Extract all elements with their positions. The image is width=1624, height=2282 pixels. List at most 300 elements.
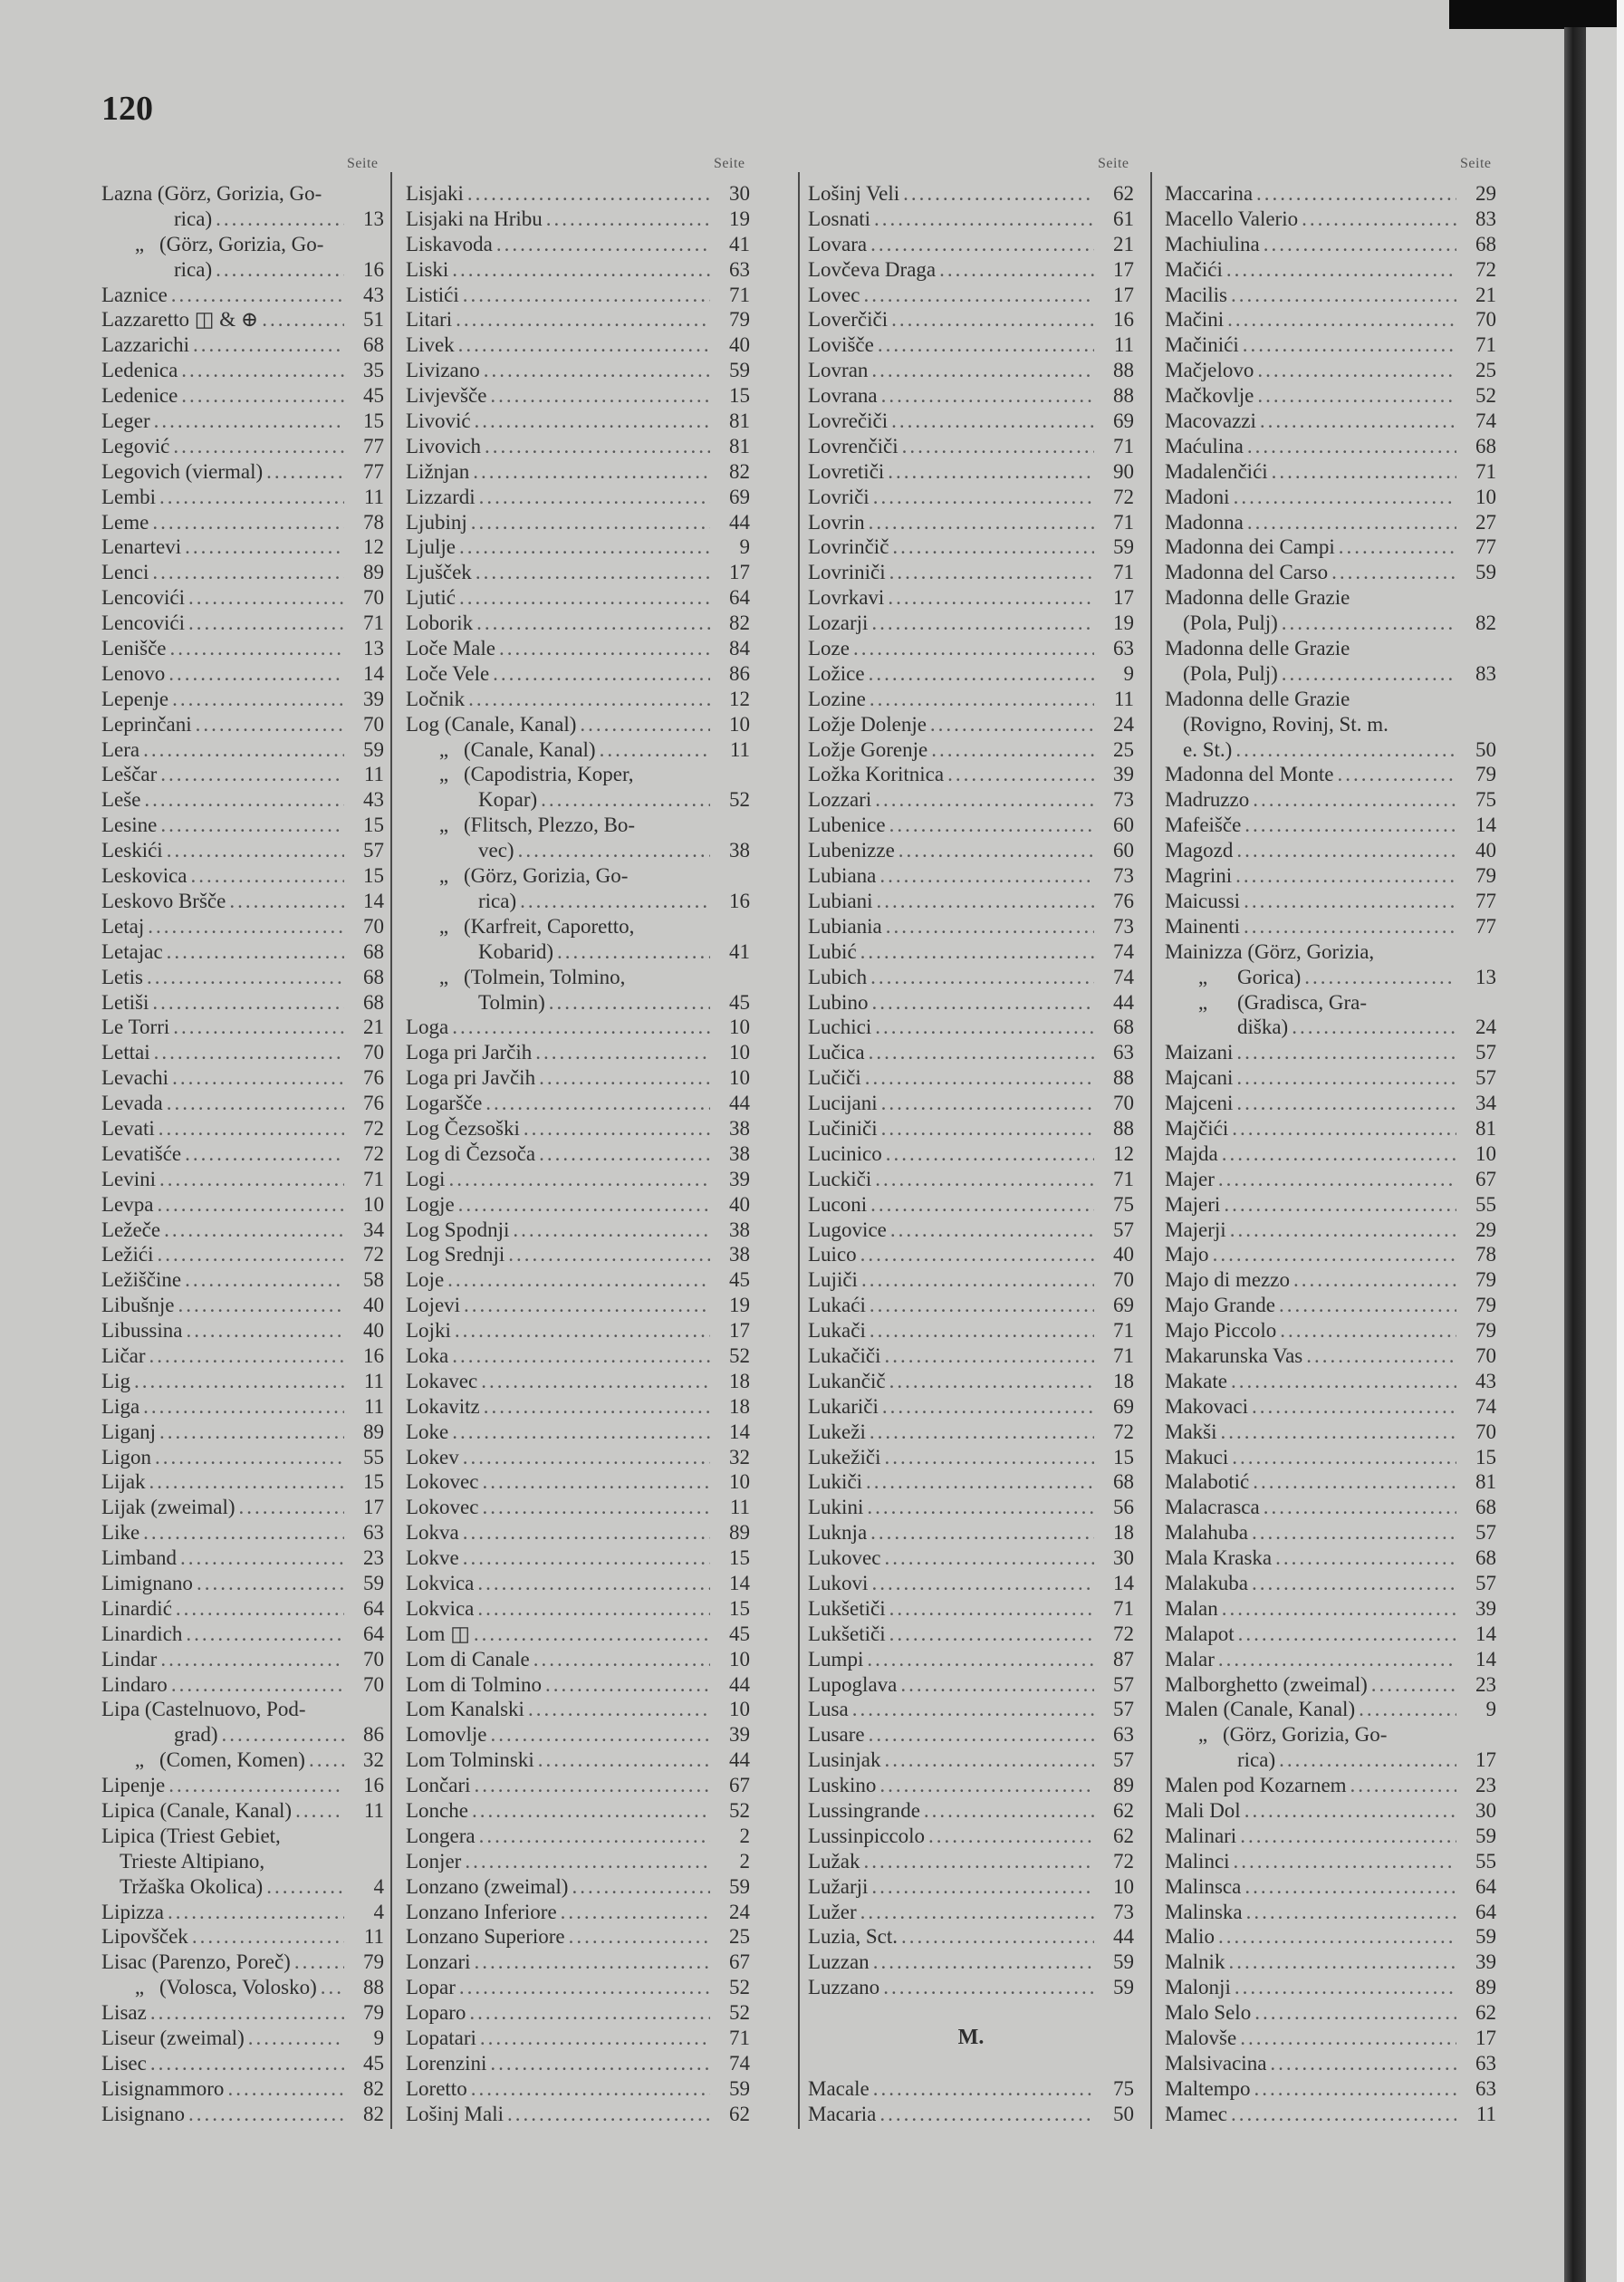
- index-entry: [808, 1495, 1134, 1520]
- entry-name: Log Spodnji: [406, 1218, 510, 1241]
- entry-page-number: 15: [729, 1596, 750, 1620]
- entry-name: Loče Vele: [406, 661, 490, 685]
- index-entry: [808, 560, 1134, 585]
- dot-leader: [467, 181, 710, 207]
- entry-page-number: 11: [729, 1496, 750, 1519]
- ditto-mark: „: [1197, 965, 1208, 988]
- entry-name: Lokvica: [406, 1571, 475, 1594]
- dot-leader: [1213, 1242, 1456, 1267]
- entry-name: Malabotić: [1165, 1470, 1250, 1494]
- entry-name: Loče Male: [406, 637, 495, 660]
- entry-name: Ližnjan: [406, 459, 470, 483]
- entry-page-number: 59: [1113, 1950, 1134, 1974]
- dot-leader: [1339, 534, 1456, 560]
- dot-leader: [1246, 1900, 1456, 1925]
- entry-name: Lovčeva Draga: [808, 257, 937, 281]
- entry-name: Lom Tolminski: [406, 1748, 534, 1772]
- index-entry: [101, 1672, 384, 1698]
- dot-leader: [879, 2102, 1094, 2127]
- dot-leader: [197, 1571, 344, 1596]
- entry-page-number: 30: [1113, 1546, 1134, 1570]
- dot-leader: [1218, 1167, 1456, 1192]
- entry-name: Lovran: [808, 359, 869, 382]
- entry-name: Lettai: [101, 1041, 150, 1064]
- index-entry: [406, 1722, 750, 1748]
- entry-name: Log (Canale, Kanal): [406, 712, 577, 736]
- entry-name: Lokovec: [406, 1496, 479, 1519]
- entry-name: Lovara: [808, 232, 868, 255]
- entry-page-number: 15: [729, 384, 750, 408]
- entry-page-number: 4: [373, 1874, 384, 1898]
- index-entry: [406, 687, 750, 712]
- index-entry: [406, 585, 750, 611]
- entry-name: Lozarji: [808, 611, 869, 635]
- dot-leader: [888, 459, 1094, 485]
- dot-leader: [160, 813, 344, 838]
- dot-leader: [465, 1849, 710, 1874]
- entry-name: Lipenje: [101, 1774, 166, 1797]
- index-column-1: [101, 181, 384, 2127]
- entry-name: Macaria: [808, 2102, 877, 2125]
- entry-name: Majcani: [1165, 1066, 1234, 1090]
- index-entry: [101, 1192, 384, 1218]
- entry-page-number: 17: [1113, 586, 1134, 610]
- entry-page-number: 63: [1113, 1723, 1134, 1747]
- entry-page-number: 32: [729, 1445, 750, 1468]
- entry-name: Lipica (Triest Gebiet,: [101, 1824, 281, 1847]
- entry-page-number: 76: [363, 1066, 384, 1090]
- entry-name: Lijak (zweimal): [101, 1496, 235, 1519]
- entry-name: Levpa: [101, 1192, 154, 1216]
- entry-name: Makarunska Vas: [1165, 1343, 1303, 1367]
- entry-name: (Tolmein, Tolmino,: [464, 965, 626, 988]
- entry-page-number: 71: [363, 611, 384, 635]
- dot-leader: [266, 1874, 344, 1900]
- entry-name: Madonna del Monte: [1165, 763, 1334, 786]
- entry-name: Loze: [808, 637, 850, 660]
- index-entry: [101, 1647, 384, 1672]
- entry-page-number: 9: [739, 535, 750, 559]
- entry-name: Letis: [101, 965, 143, 988]
- dot-leader: [931, 737, 1094, 763]
- dot-leader: [533, 1647, 710, 1672]
- entry-name: Litari: [406, 308, 453, 332]
- entry-name: Lubenizze: [808, 839, 895, 862]
- entry-page-number: 57: [1113, 1672, 1134, 1696]
- entry-page-number: 71: [1113, 434, 1134, 457]
- index-entry: [406, 1218, 750, 1243]
- entry-name: Lusinjak: [808, 1748, 881, 1772]
- dot-leader: [928, 1824, 1094, 1849]
- entry-name: Lencovići: [101, 611, 185, 635]
- dot-leader: [572, 1874, 710, 1900]
- seite-header-col4: Seite: [1460, 156, 1492, 171]
- seite-header-col3: Seite: [1098, 156, 1129, 171]
- dot-leader: [157, 1192, 344, 1218]
- index-entry: [406, 1242, 750, 1267]
- entry-page-number: 44: [1113, 1925, 1134, 1949]
- entry-name: grad): [174, 1723, 218, 1747]
- index-entry: [101, 914, 384, 939]
- entry-page-number: 43: [1475, 1369, 1496, 1392]
- index-entry: [1165, 1571, 1496, 1596]
- entry-name: Loverčiči: [808, 308, 889, 332]
- index-entry: [808, 383, 1134, 409]
- entry-page-number: 55: [363, 1445, 384, 1468]
- dot-leader: [167, 1091, 344, 1116]
- dot-leader: [545, 1672, 710, 1698]
- index-entry: [101, 307, 384, 332]
- entry-name: Levini: [101, 1167, 157, 1190]
- entry-name: rica): [174, 257, 213, 281]
- entry-name: Majeri: [1165, 1192, 1221, 1216]
- entry-page-number: 13: [363, 207, 384, 230]
- dot-leader: [1306, 1343, 1456, 1369]
- entry-page-number: 34: [363, 1218, 384, 1241]
- entry-page-number: 59: [363, 737, 384, 761]
- entry-page-number: 67: [729, 1950, 750, 1974]
- entry-page-number: 57: [1475, 1571, 1496, 1594]
- index-entry: [101, 1420, 384, 1445]
- entry-page-number: 68: [1113, 1016, 1134, 1039]
- dot-leader: [1302, 207, 1456, 232]
- dot-leader: [852, 1697, 1094, 1722]
- entry-page-number: 11: [363, 1369, 384, 1392]
- dot-leader: [863, 283, 1094, 308]
- entry-name: Lisec: [101, 2051, 147, 2075]
- entry-name: Madoni: [1165, 485, 1230, 508]
- entry-name: Madonna del Carso: [1165, 561, 1329, 584]
- dot-leader: [535, 1040, 710, 1065]
- entry-page-number: 10: [363, 1192, 384, 1216]
- entry-name: Majo: [1165, 1243, 1209, 1266]
- dot-leader: [580, 712, 710, 737]
- dot-leader: [1232, 1445, 1456, 1470]
- entry-page-number: 23: [1475, 1672, 1496, 1696]
- dot-leader: [168, 1900, 344, 1925]
- entry-page-number: 30: [1475, 1799, 1496, 1822]
- index-entry: [406, 838, 750, 863]
- entry-page-number: 77: [1475, 914, 1496, 938]
- index-entry: [406, 1469, 750, 1495]
- entry-name: Ljutić: [406, 586, 456, 610]
- dot-leader: [484, 1394, 710, 1420]
- entry-page-number: 81: [1475, 1116, 1496, 1140]
- dot-leader: [871, 358, 1094, 383]
- entry-page-number: 13: [363, 637, 384, 660]
- dot-leader: [866, 1469, 1094, 1495]
- entry-name: Linardić: [101, 1596, 172, 1620]
- dot-leader: [528, 1697, 710, 1722]
- index-entry: [1165, 409, 1496, 434]
- dot-leader: [881, 383, 1094, 409]
- entry-page-number: 72: [1475, 257, 1496, 281]
- index-entry: [808, 1697, 1134, 1722]
- entry-name: Loparo: [406, 2001, 466, 2025]
- entry-name: Kobarid): [478, 939, 554, 963]
- entry-name: Lubiana: [808, 864, 877, 888]
- index-entry: [406, 1394, 750, 1420]
- index-entry: [1165, 307, 1496, 332]
- dot-leader: [889, 560, 1094, 585]
- dot-leader: [879, 863, 1094, 889]
- dot-leader: [1279, 1293, 1456, 1318]
- index-entry: [406, 1596, 750, 1622]
- index-entry: [808, 1849, 1134, 1874]
- entry-page-number: 67: [1475, 1167, 1496, 1190]
- entry-name: Livjevšče: [406, 384, 487, 408]
- entry-page-number: 24: [729, 1900, 750, 1923]
- entry-name: (Capodistria, Koper,: [464, 763, 634, 786]
- ditto-mark: „: [1197, 990, 1208, 1014]
- entry-name: Lukančič: [808, 1369, 886, 1392]
- entry-page-number: 44: [729, 510, 750, 534]
- index-entry: [808, 1091, 1134, 1116]
- entry-name: Ljulje: [406, 535, 456, 559]
- entry-name: Limband: [101, 1546, 178, 1570]
- entry-name: Lokavitz: [406, 1394, 480, 1418]
- index-entry: [101, 1950, 384, 1975]
- entry-page-number: 60: [1113, 839, 1134, 862]
- dot-leader: [463, 1520, 710, 1545]
- entry-name: Malinska: [1165, 1900, 1243, 1923]
- entry-name: Malio: [1165, 1925, 1215, 1949]
- entry-name: Mainenti: [1165, 914, 1241, 938]
- index-entry: [101, 383, 384, 409]
- dot-leader: [870, 232, 1094, 257]
- index-entry: [101, 332, 384, 358]
- entry-name: Lužer: [808, 1900, 857, 1923]
- entry-page-number: 62: [1113, 182, 1134, 205]
- entry-page-number: 52: [729, 788, 750, 812]
- index-entry: [808, 1369, 1134, 1394]
- entry-name: Mala Kraska: [1165, 1546, 1273, 1570]
- entry-name: Lukšetiči: [808, 1596, 886, 1620]
- index-entry: [1165, 510, 1496, 535]
- entry-name: Lonche: [406, 1799, 468, 1822]
- dot-leader: [1235, 863, 1456, 889]
- entry-name: Trieste Altipiano,: [120, 1849, 265, 1873]
- dot-leader: [469, 2000, 710, 2026]
- entry-page-number: 77: [363, 434, 384, 457]
- entry-name: Lukovi: [808, 1571, 869, 1594]
- entry-page-number: 11: [1475, 2102, 1496, 2125]
- dot-leader: [171, 1672, 344, 1698]
- entry-name: Levada: [101, 1092, 163, 1115]
- index-entry: [406, 1420, 750, 1445]
- dot-leader: [479, 1824, 710, 1849]
- dot-leader: [1257, 358, 1456, 383]
- index-entry: [808, 1950, 1134, 1975]
- dot-leader: [1275, 1545, 1456, 1571]
- index-entry: [101, 1545, 384, 1571]
- entry-page-number: 71: [1113, 1596, 1134, 1620]
- index-entry: [406, 2102, 750, 2127]
- dot-leader: [459, 1975, 710, 2000]
- entry-page-number: 11: [1113, 687, 1134, 710]
- dot-leader: [518, 838, 710, 863]
- dot-leader: [1236, 1040, 1456, 1065]
- entry-name: Majerji: [1165, 1218, 1226, 1241]
- entry-name: Lussingrande: [808, 1799, 920, 1822]
- entry-page-number: 74: [729, 2051, 750, 2075]
- entry-page-number: 52: [729, 1799, 750, 1822]
- entry-page-number: 55: [1475, 1849, 1496, 1873]
- dot-leader: [1244, 813, 1456, 838]
- dot-leader: [459, 534, 710, 560]
- entry-name: Liskavoda: [406, 232, 493, 255]
- entry-name: Like: [101, 1521, 140, 1545]
- entry-name: Majceni: [1165, 1092, 1234, 1115]
- column-divider: [798, 172, 800, 2129]
- index-entry: [101, 1065, 384, 1091]
- entry-name: Malan: [1165, 1596, 1218, 1620]
- dot-leader: [455, 1318, 710, 1343]
- entry-page-number: 16: [363, 1343, 384, 1367]
- index-entry: [1165, 1469, 1496, 1495]
- dot-leader: [1244, 914, 1456, 939]
- dot-leader: [1272, 459, 1456, 485]
- entry-name: Lembi: [101, 485, 157, 508]
- index-entry: [406, 332, 750, 358]
- index-entry: [808, 1394, 1134, 1420]
- index-entry: [101, 585, 384, 611]
- dot-leader: [143, 737, 344, 763]
- entry-page-number: 44: [1113, 990, 1134, 1014]
- entry-name: Malacrasca: [1165, 1496, 1260, 1519]
- index-entry: [101, 283, 384, 308]
- entry-page-number: 59: [1113, 535, 1134, 559]
- index-entry: [1165, 1369, 1496, 1394]
- spacer: [808, 2051, 1134, 2064]
- index-entry: [101, 1116, 384, 1141]
- dot-leader: [167, 939, 344, 965]
- entry-page-number: 45: [363, 384, 384, 408]
- index-entry: [101, 813, 384, 838]
- entry-page-number: 29: [1475, 1218, 1496, 1241]
- dot-leader: [160, 762, 344, 787]
- entry-page-number: 69: [729, 485, 750, 508]
- entry-page-number: 44: [729, 1092, 750, 1115]
- index-entry: [808, 1116, 1134, 1141]
- entry-page-number: 86: [363, 1723, 384, 1747]
- entry-name: Machiulina: [1165, 232, 1260, 255]
- entry-name: Magrini: [1165, 864, 1233, 888]
- entry-page-number: 86: [729, 661, 750, 685]
- entry-name: Le Torri: [101, 1016, 170, 1039]
- entry-name: Lussinpiccolo: [808, 1824, 926, 1847]
- entry-page-number: 62: [729, 2102, 750, 2125]
- entry-name: Lipa (Castelnuovo, Pod-: [101, 1698, 306, 1721]
- index-entry: [1165, 207, 1496, 232]
- entry-page-number: 10: [1475, 485, 1496, 508]
- dot-leader: [321, 1975, 344, 2000]
- index-entry: [808, 1824, 1134, 1849]
- entry-name: Lovriči: [808, 485, 870, 508]
- dot-leader: [1218, 1924, 1456, 1950]
- entry-name: Ljubinj: [406, 510, 467, 534]
- entry-name: Lučiniči: [808, 1116, 878, 1140]
- entry-name: Laznice: [101, 283, 168, 306]
- dot-leader: [471, 510, 710, 535]
- dot-leader: [1293, 1267, 1456, 1293]
- entry-name: Lupoglava: [808, 1672, 898, 1696]
- ditto-mark: „: [438, 737, 449, 761]
- entry-page-number: 11: [1113, 333, 1134, 357]
- entry-name: Letaj: [101, 914, 145, 938]
- entry-page-number: 14: [363, 889, 384, 912]
- entry-name: Madruzzo: [1165, 788, 1250, 812]
- entry-name: Lovretiči: [808, 459, 885, 483]
- index-entry: [1165, 838, 1496, 863]
- entry-page-number: 14: [729, 1571, 750, 1594]
- index-entry: [406, 1975, 750, 2000]
- entry-name: Lopatari: [406, 2027, 476, 2050]
- entry-page-number: 19: [729, 1294, 750, 1317]
- index-entry: [808, 914, 1134, 939]
- entry-page-number: 12: [729, 687, 750, 710]
- entry-name: Majo Piccolo: [1165, 1319, 1277, 1343]
- index-entry: [1165, 332, 1496, 358]
- index-entry: [1165, 1950, 1496, 1975]
- index-entry: [1165, 1798, 1496, 1824]
- dot-leader: [193, 332, 344, 358]
- entry-name: Lizzardi: [406, 485, 476, 508]
- entry-page-number: 88: [1113, 384, 1134, 408]
- dot-leader: [295, 1798, 344, 1824]
- entry-name: Magozd: [1165, 839, 1234, 862]
- entry-name: Mafeišče: [1165, 814, 1242, 837]
- entry-page-number: 51: [363, 308, 384, 332]
- index-entry: [1165, 1420, 1496, 1445]
- entry-page-number: 70: [1475, 308, 1496, 332]
- ditto-mark: „: [438, 864, 449, 888]
- entry-name: Lukiči: [808, 1470, 863, 1494]
- entry-page-number: 21: [1113, 232, 1134, 255]
- entry-name: Lindar: [101, 1647, 158, 1671]
- dot-leader: [176, 1596, 344, 1622]
- entry-name: (Comen, Komen): [159, 1748, 305, 1772]
- entry-page-number: 39: [363, 687, 384, 710]
- index-entry: [406, 2026, 750, 2051]
- index-entry: [808, 485, 1134, 510]
- dot-leader: [1240, 1824, 1456, 1849]
- index-entry: [1165, 2076, 1496, 2102]
- entry-page-number: 18: [1113, 1521, 1134, 1545]
- index-entry: [101, 485, 384, 510]
- dot-leader: [239, 1495, 344, 1520]
- index-entry: [1165, 1040, 1496, 1065]
- entry-page-number: 83: [1475, 661, 1496, 685]
- entry-page-number: 71: [363, 1167, 384, 1190]
- index-entry: [808, 1267, 1134, 1293]
- entry-page-number: 52: [729, 2001, 750, 2025]
- dot-leader: [155, 1445, 344, 1470]
- index-entry: [808, 990, 1134, 1016]
- index-entry: [101, 1318, 384, 1343]
- entry-page-number: 72: [1113, 1622, 1134, 1645]
- dot-leader: [884, 1343, 1094, 1369]
- entry-page-number: 64: [363, 1596, 384, 1620]
- index-entry: [101, 787, 384, 813]
- index-entry: [808, 510, 1134, 535]
- entry-page-number: 39: [1475, 1950, 1496, 1974]
- entry-page-number: 75: [1113, 2076, 1134, 2100]
- index-column-2: [406, 181, 750, 2127]
- entry-name: e. St.): [1183, 737, 1233, 761]
- entry-page-number: 72: [1113, 485, 1134, 508]
- entry-page-number: 59: [363, 1571, 384, 1594]
